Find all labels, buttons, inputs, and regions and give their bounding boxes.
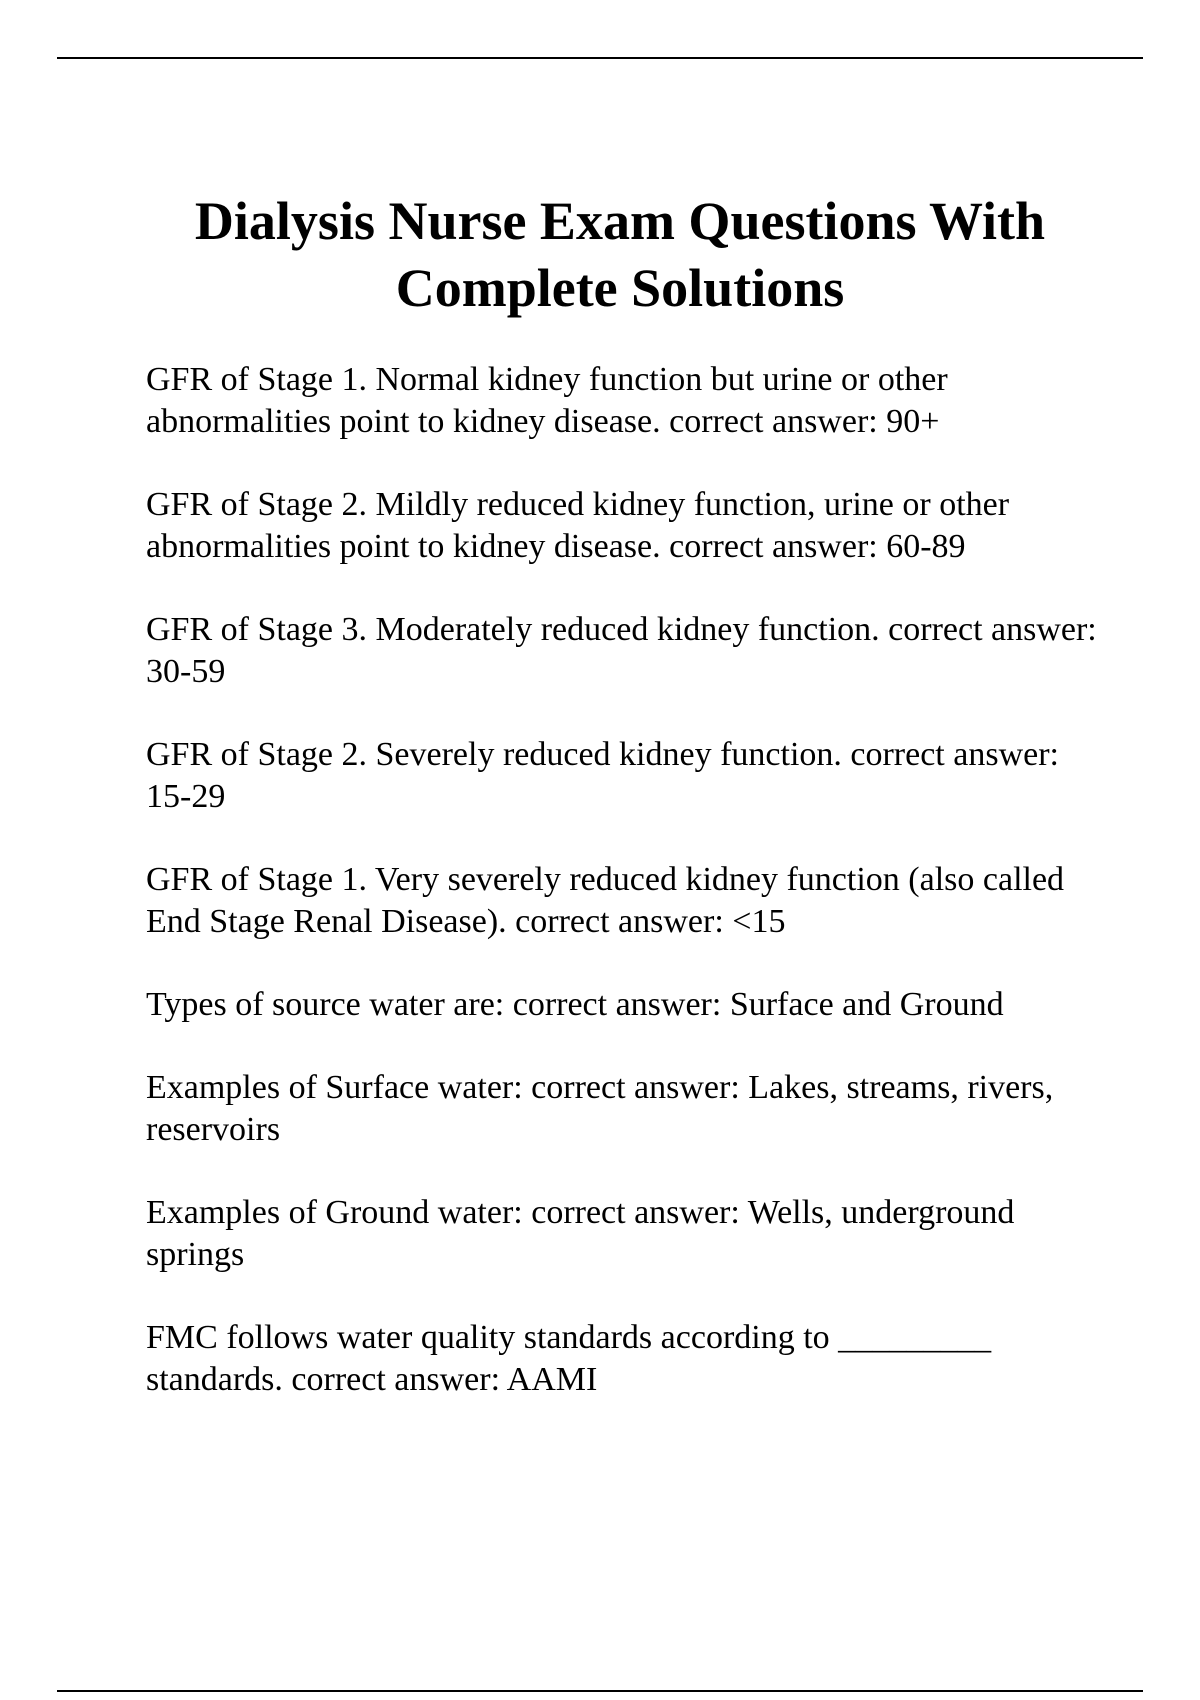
qa-item-4: GFR of Stage 2. Severely reduced kidney function. correct answer: 15-29 <box>146 736 1059 815</box>
qa-item-5: GFR of Stage 1. Very severely reduced kidney function (also called End Stage Renal Disease). correct answer: <15 <box>146 861 1065 940</box>
qa-list <box>146 359 1106 1442</box>
qa-item-1: GFR of Stage 1. Normal kidney function but urine or other abnormalities point to kidney disease. correct answer: 90+ <box>146 361 948 440</box>
qa-item-9: FMC follows water quality standards according to _________ standards. correct answer: AAMI <box>146 1319 992 1398</box>
page-title: Dialysis Nurse Exam Questions With Complete Solutions <box>194 191 1046 318</box>
qa-item-6: Types of source water are: correct answer: Surface and Ground <box>146 986 1004 1023</box>
qa-item-7: Examples of Surface water: correct answer: Lakes, streams, rivers, reservoirs <box>146 1069 1054 1148</box>
header-rule <box>57 57 1143 59</box>
qa-item-3: GFR of Stage 3. Moderately reduced kidney function. correct answer: 30-59 <box>146 611 1097 690</box>
qa-item-8: Examples of Ground water: correct answer: Wells, underground springs <box>146 1194 1015 1273</box>
qa-item-2: GFR of Stage 2. Mildly reduced kidney function, urine or other abnormalities point to kidney disease. correct answer: 60-89 <box>146 486 1010 565</box>
footer-rule <box>57 1690 1143 1692</box>
